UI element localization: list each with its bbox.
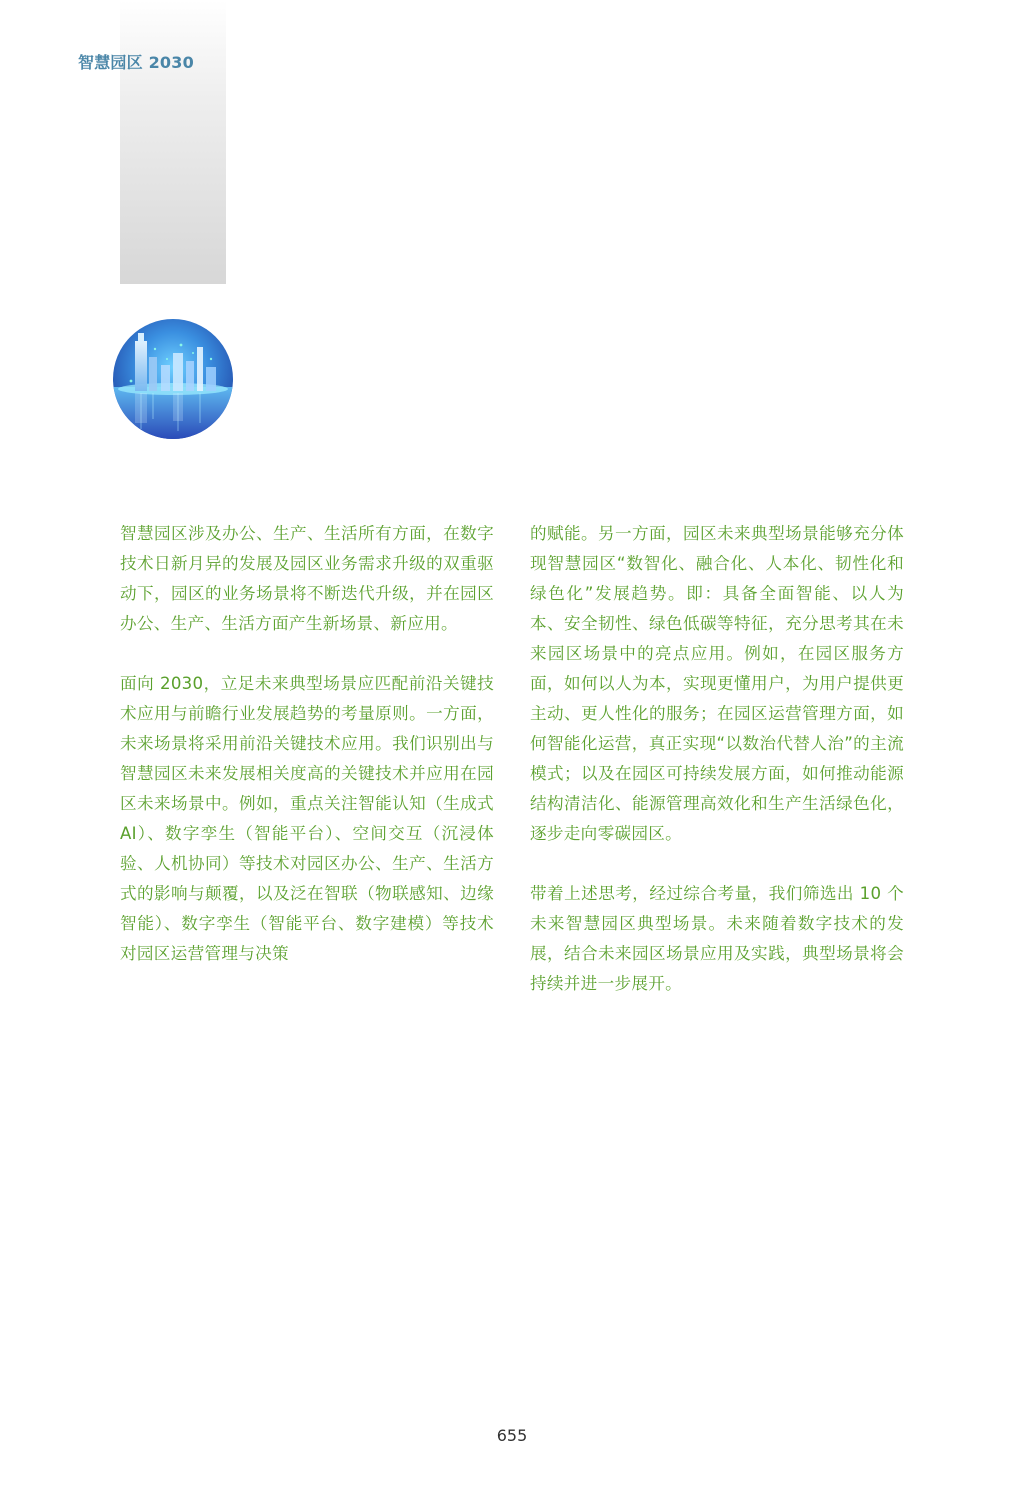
page-number: 655 [496,1426,528,1445]
left-text-column [120,519,494,999]
smart-city-illustration-icon [113,319,233,439]
running-header-title: 智慧园区 2030 [78,53,194,72]
header-decor-bar [120,0,226,284]
right-text-column [530,519,904,1029]
body-paragraph: 面向 2030，立足未来典型场景应匹配前沿关键技术应用与前瞻行业发展趋势的考量原则。一方面，未来场景将采用前沿关键技术应用。我们识别出与智慧园区未来发展相关度高的关键技术并应用在园区未来场景中。例如，重点关注智能认知（生成式 AI）、数字孪生（智能平台）、空间交互（沉浸体验、人机协同）等技术对园区办公、生产、生活方式的影响与颠覆，以及泛在智联（物联感知、边缘智能）、数字孪生（智能平台、数字建模）等技术对园区运营管理与决策 [120,674,494,963]
body-paragraph: 带着上述思考，经过综合考量，我们筛选出 10 个未来智慧园区典型场景。未来随着数字技术的发展，结合未来园区场景应用及实践，典型场景将会持续并进一步展开。 [530,884,904,993]
body-paragraph: 的赋能。另一方面，园区未来典型场景能够充分体现智慧园区“数智化、融合化、人本化、韧性化和绿色化”发展趋势。即：具备全面智能、以人为本、安全韧性、绿色低碳等特征，充分思考其在未来园区场景中的亮点应用。例如，在园区服务方面，如何以人为本，实现更懂用户，为用户提供更主动、更人性化的服务；在园区运营管理方面，如何智能化运营，真正实现“以数治代替人治”的主流模式；以及在园区可持续发展方面，如何推动能源结构清洁化、能源管理高效化和生产生活绿色化，逐步走向零碳园区。 [530,524,904,843]
body-paragraph: 智慧园区涉及办公、生产、生活所有方面，在数字技术日新月异的发展及园区业务需求升级的双重驱动下，园区的业务场景将不断迭代升级，并在园区办公、生产、生活方面产生新场景、新应用。 [120,524,494,633]
